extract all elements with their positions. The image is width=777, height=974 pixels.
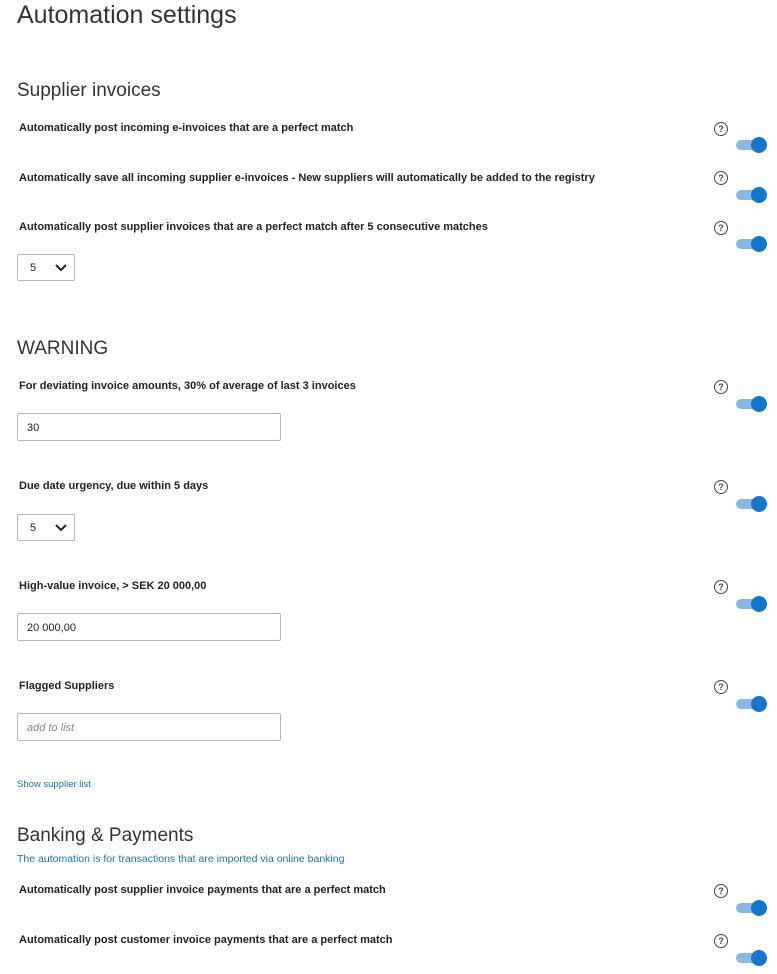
help-glyph: ? (718, 173, 724, 183)
help-glyph: ? (718, 482, 724, 492)
help-icon[interactable] (714, 221, 728, 235)
help-glyph: ? (718, 124, 724, 134)
help-icon[interactable] (714, 480, 728, 494)
input-placeholder: add to list (27, 722, 75, 734)
toggle-post-einvoices[interactable] (736, 137, 767, 153)
high-value-amount-input[interactable] (17, 613, 281, 641)
help-glyph: ? (718, 682, 724, 692)
help-icon[interactable] (714, 934, 728, 948)
chevron-down-icon (50, 516, 72, 540)
toggle-knob (751, 396, 767, 412)
toggle-knob (751, 236, 767, 252)
toggle-save-einvoices[interactable] (736, 187, 767, 203)
help-glyph: ? (718, 582, 724, 592)
help-icon[interactable] (714, 171, 728, 185)
due-days-select[interactable] (17, 514, 75, 541)
toggle-knob (751, 696, 767, 712)
setting-label-due-date-urgency: Due date urgency, due within 5 days (19, 480, 209, 492)
toggle-high-value-invoice[interactable] (736, 596, 767, 612)
setting-label-post-after-matches: Automatically post supplier invoices that are a perfect match after 5 consecutive matches (19, 221, 488, 233)
setting-label-flagged-suppliers: Flagged Suppliers (19, 680, 115, 692)
banking-subtitle: The automation is for transactions that are imported via online banking (17, 853, 345, 865)
toggle-customer-payments[interactable] (736, 950, 767, 966)
section-title-banking-payments: Banking & Payments (17, 825, 194, 846)
toggle-knob (751, 900, 767, 916)
setting-label-save-einvoices: Automatically save all incoming supplier e-invoices - New suppliers will automatically be added to the registry (19, 172, 595, 184)
setting-label-customer-payments: Automatically post customer invoice payments that are a perfect match (19, 934, 393, 946)
help-icon[interactable] (714, 580, 728, 594)
toggle-knob (751, 187, 767, 203)
toggle-due-date-urgency[interactable] (736, 496, 767, 512)
help-glyph: ? (718, 382, 724, 392)
page-title: Automation settings (17, 1, 237, 29)
help-icon[interactable] (714, 122, 728, 136)
setting-label-post-einvoices: Automatically post incoming e-invoices that are a perfect match (19, 122, 354, 134)
toggle-post-after-matches[interactable] (736, 236, 767, 252)
toggle-knob (751, 137, 767, 153)
consecutive-matches-select[interactable] (17, 254, 75, 281)
help-icon[interactable] (714, 884, 728, 898)
input-value: 30 (27, 422, 40, 434)
help-glyph: ? (718, 936, 724, 946)
toggle-knob (751, 596, 767, 612)
setting-label-high-value-invoice: High-value invoice, > SEK 20 000,00 (19, 580, 207, 592)
toggle-supplier-payments[interactable] (736, 900, 767, 916)
show-supplier-list-link[interactable]: Show supplier list (17, 779, 91, 790)
section-title-supplier-invoices: Supplier invoices (17, 80, 161, 101)
help-glyph: ? (718, 886, 724, 896)
chevron-down-icon (50, 256, 72, 280)
toggle-flagged-suppliers[interactable] (736, 696, 767, 712)
select-value: 5 (30, 262, 37, 274)
toggle-knob (751, 496, 767, 512)
help-icon[interactable] (714, 680, 728, 694)
toggle-knob (751, 950, 767, 966)
section-title-warning: WARNING (17, 338, 109, 359)
select-value: 5 (30, 522, 37, 534)
help-glyph: ? (718, 223, 724, 233)
input-value: 20 000,00 (27, 622, 76, 634)
help-icon[interactable] (714, 380, 728, 394)
deviation-percent-input[interactable] (17, 413, 281, 441)
setting-label-supplier-payments: Automatically post supplier invoice payments that are a perfect match (19, 884, 386, 896)
toggle-deviating-amounts[interactable] (736, 396, 767, 412)
setting-label-deviating-amounts: For deviating invoice amounts, 30% of average of last 3 invoices (19, 380, 356, 392)
flagged-suppliers-input[interactable] (17, 713, 281, 741)
